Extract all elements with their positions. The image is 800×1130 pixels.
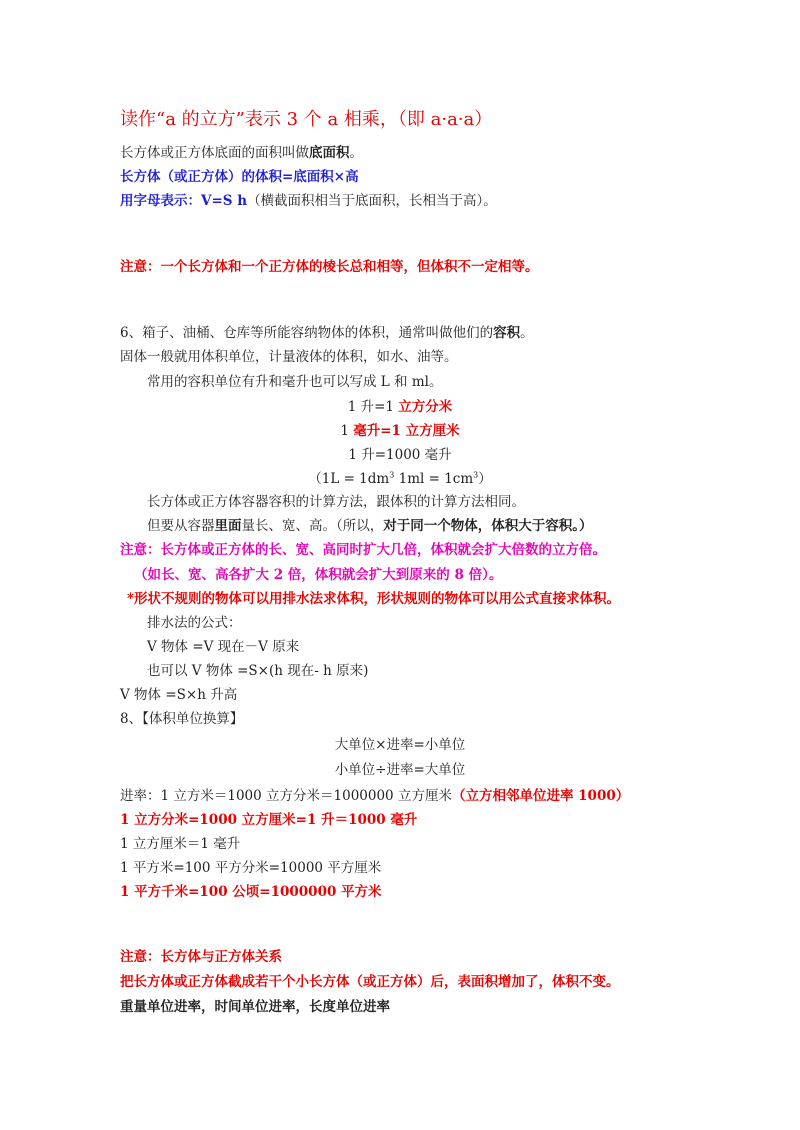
text-fragment: （1L = 1dm [308,471,390,487]
displacement-formula-1: V 物体 =V 现在－V 原来 [147,639,300,655]
letter-formula [120,191,497,211]
conversion-1 [0,397,800,417]
capacity-method: 长方体或正方体容器容积的计算方法，跟体积的计算方法相同。 [147,494,525,510]
note-cuboid-cube: 注意：长方体与正方体关系 [120,949,282,965]
bold-term: 底面积 [309,145,350,161]
text-fragment: 。 [520,325,534,341]
highlight-text: 毫升=1 立方厘米 [353,423,460,439]
superscript: 3 [473,470,479,480]
title-text: 读作“a 的立方”表示 3 个 a 相乘，（即 a·a·a） [120,109,493,130]
inside-measure [147,516,593,536]
text-fragment: 。 [349,145,363,161]
cubic-dm-conversion: 1 立方分米=1000 立方厘米=1 升＝1000 毫升 [120,812,418,828]
displacement-formula-3: V 物体 =S×h 升高 [120,687,238,703]
base-area-definition [120,143,363,163]
big-to-small-rule: 大单位×进率=小单位 [334,737,466,753]
conversion-4 [0,469,800,489]
note-irregular: *形状不规则的物体可以用排水法求体积，形状规则的物体可以用公式直接求体积。 [127,591,621,607]
highlight-text: 立方分米 [398,399,453,415]
rate-line [120,786,629,806]
bold-term: 对于同一个物体，体积大于容积。） [383,518,593,534]
small-to-big-rule: 小单位÷进率=大单位 [334,762,466,778]
note-edge-length: 注意：一个长方体和一个正方体的棱长总和相等，但体积不一定相等。 [120,259,539,275]
superscript: 3 [389,470,395,480]
text-fragment: 1ml = 1cm [394,471,474,487]
text-fragment: 进率：1 立方米＝1000 立方分米＝1000000 立方厘米 [120,788,452,804]
highlight-text: （立方相邻单位进率 1000） [451,788,630,804]
unit-conversion-heading: 8、【体积单位换算】 [120,711,244,727]
formula-note: （横截面积相当于底面积，长相当于高）。 [247,193,497,209]
capacity-definition [120,323,534,343]
conversion-2 [0,421,800,441]
square-km-conversion: 1 平方千米=100 公顷=1000000 平方米 [120,884,382,900]
cut-cuboid-note: 把长方体或正方体截成若干个小长方体（或正方体）后，表面积增加了，体积不变。 [120,974,620,990]
note-scaling-example: （如长、宽、高各扩大 2 倍，体积就会扩大到原来的 8 倍）。 [134,567,503,583]
text-fragment: 1 [340,423,354,439]
text-fragment: ） [478,471,492,487]
text-fragment: 长方体或正方体底面的面积叫做 [120,145,309,161]
displacement-formula-2: 也可以 V 物体 =S×(h 现在- h 原来) [147,663,369,679]
note-scaling: 注意：长方体或正方体的长、宽、高同时扩大几倍，体积就会扩大倍数的立方倍。 [120,542,606,558]
square-m-conversion: 1 平方米=100 平方分米=10000 平方厘米 [120,860,382,876]
section-title [120,108,492,132]
cubic-cm-conversion: 1 立方厘米＝1 毫升 [120,836,241,852]
bold-term: 容积 [493,325,521,341]
solid-liquid-units: 固体一般就用体积单位，计量液体的体积，如水、油等。 [120,349,458,365]
bold-term: 里面 [214,518,242,534]
capacity-units: 常用的容积单位有升和毫升也可以写成 L 和 ml。 [147,374,443,390]
text-fragment: 但要从容器 [147,518,215,534]
displacement-title: 排水法的公式： [147,615,242,631]
conversion-3: 1 升=1000 毫升 [348,447,452,463]
volume-formula: 长方体（或正方体）的体积=底面积×高 [120,169,359,185]
formula-text: 用字母表示：V=S h [120,193,248,209]
text-fragment: 1 升=1 [347,399,399,415]
other-unit-rates: 重量单位进率，时间单位进率，长度单位进率 [120,999,390,1015]
text-fragment: 量长、宽、高。（所以， [241,518,384,534]
text-fragment: 6、箱子、油桶、仓库等所能容纳物体的体积，通常叫做他们的 [120,325,494,341]
